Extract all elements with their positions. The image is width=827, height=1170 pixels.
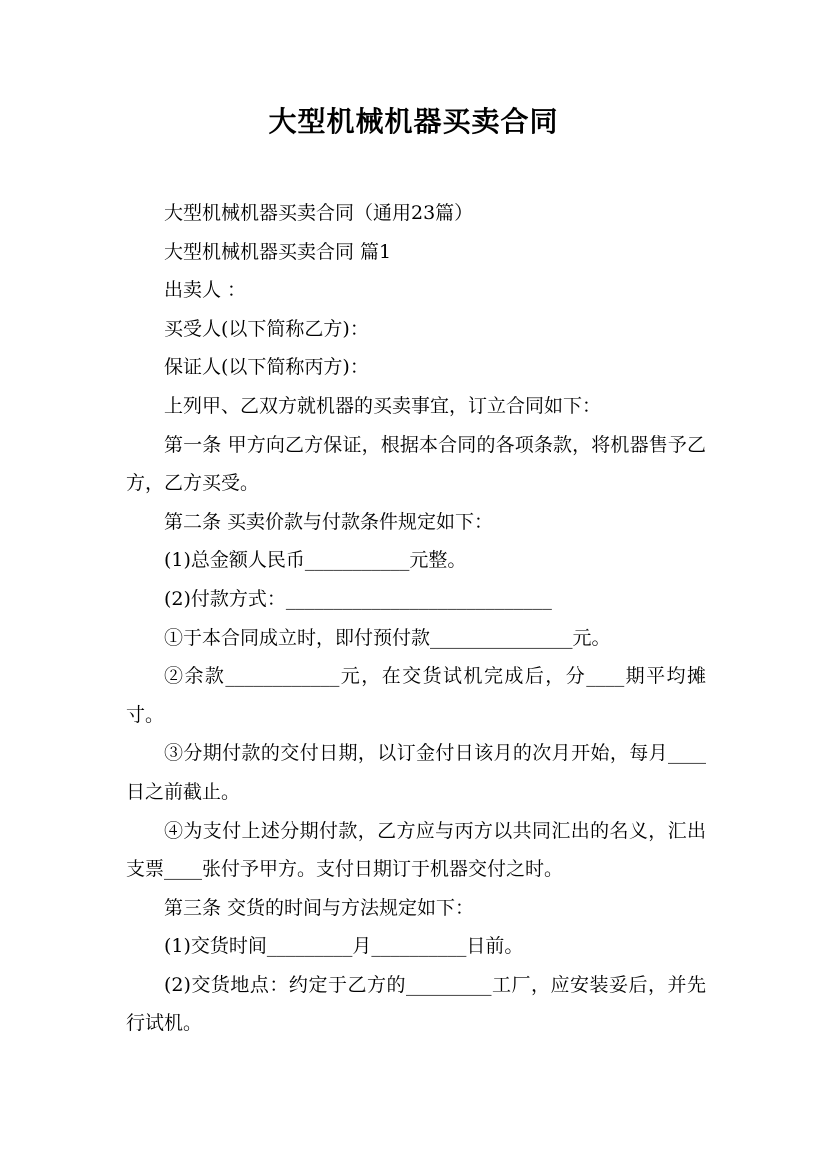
paragraph-advance-payment: ①于本合同成立时，即付预付款_______________元。: [164, 626, 611, 649]
document-title: 大型机械机器买卖合同: [268, 105, 559, 138]
paragraph-section-title: 大型机械机器买卖合同 篇1: [164, 240, 392, 263]
paragraph-seller: 出卖人 ：: [164, 279, 247, 302]
paragraph-article-1: 第一条 甲方向乙方保证，根据本合同的各项条款，将机器售予乙方，乙方买受。: [126, 433, 706, 495]
paragraph-article-2: 第二条 买卖价款与付款条件规定如下：: [164, 510, 494, 533]
paragraph-heading: 大型机械机器买卖合同（通用23篇）: [164, 202, 474, 224]
paragraph-article-3: 第三条 交货的时间与方法规定如下：: [164, 896, 475, 919]
paragraph-payment-method: (2)付款方式：____________________________: [164, 587, 552, 610]
paragraph-check-payment: ④为支付上述分期付款，乙方应与丙方以共同汇出的名义，汇出支票____张付予甲方。支付日期订于机器交付之时。: [126, 819, 706, 881]
paragraph-guarantor: 保证人(以下简称丙方)：: [164, 356, 369, 379]
paragraph-installment-date: ③分期付款的交付日期，以订金付日该月的次月开始，每月____日之前截止。: [126, 742, 706, 803]
paragraph-delivery-place: (2)交货地点：约定于乙方的_________工厂，应安装妥后，并先行试机。: [126, 973, 706, 1035]
paragraph-balance: ②余款____________元，在交货试机完成后，分____期平均摊寸。: [126, 665, 706, 726]
paragraph-total-amount: (1)总金额人民币___________元整。: [164, 549, 467, 572]
document-body: [126, 194, 706, 1043]
paragraph-delivery-time: (1)交货时间_________月__________日前。: [164, 935, 524, 958]
paragraph-buyer: 买受人(以下简称乙方)：: [164, 317, 369, 340]
paragraph-preamble: 上列甲、乙双方就机器的买卖事宜，订立合同如下：: [164, 394, 602, 417]
